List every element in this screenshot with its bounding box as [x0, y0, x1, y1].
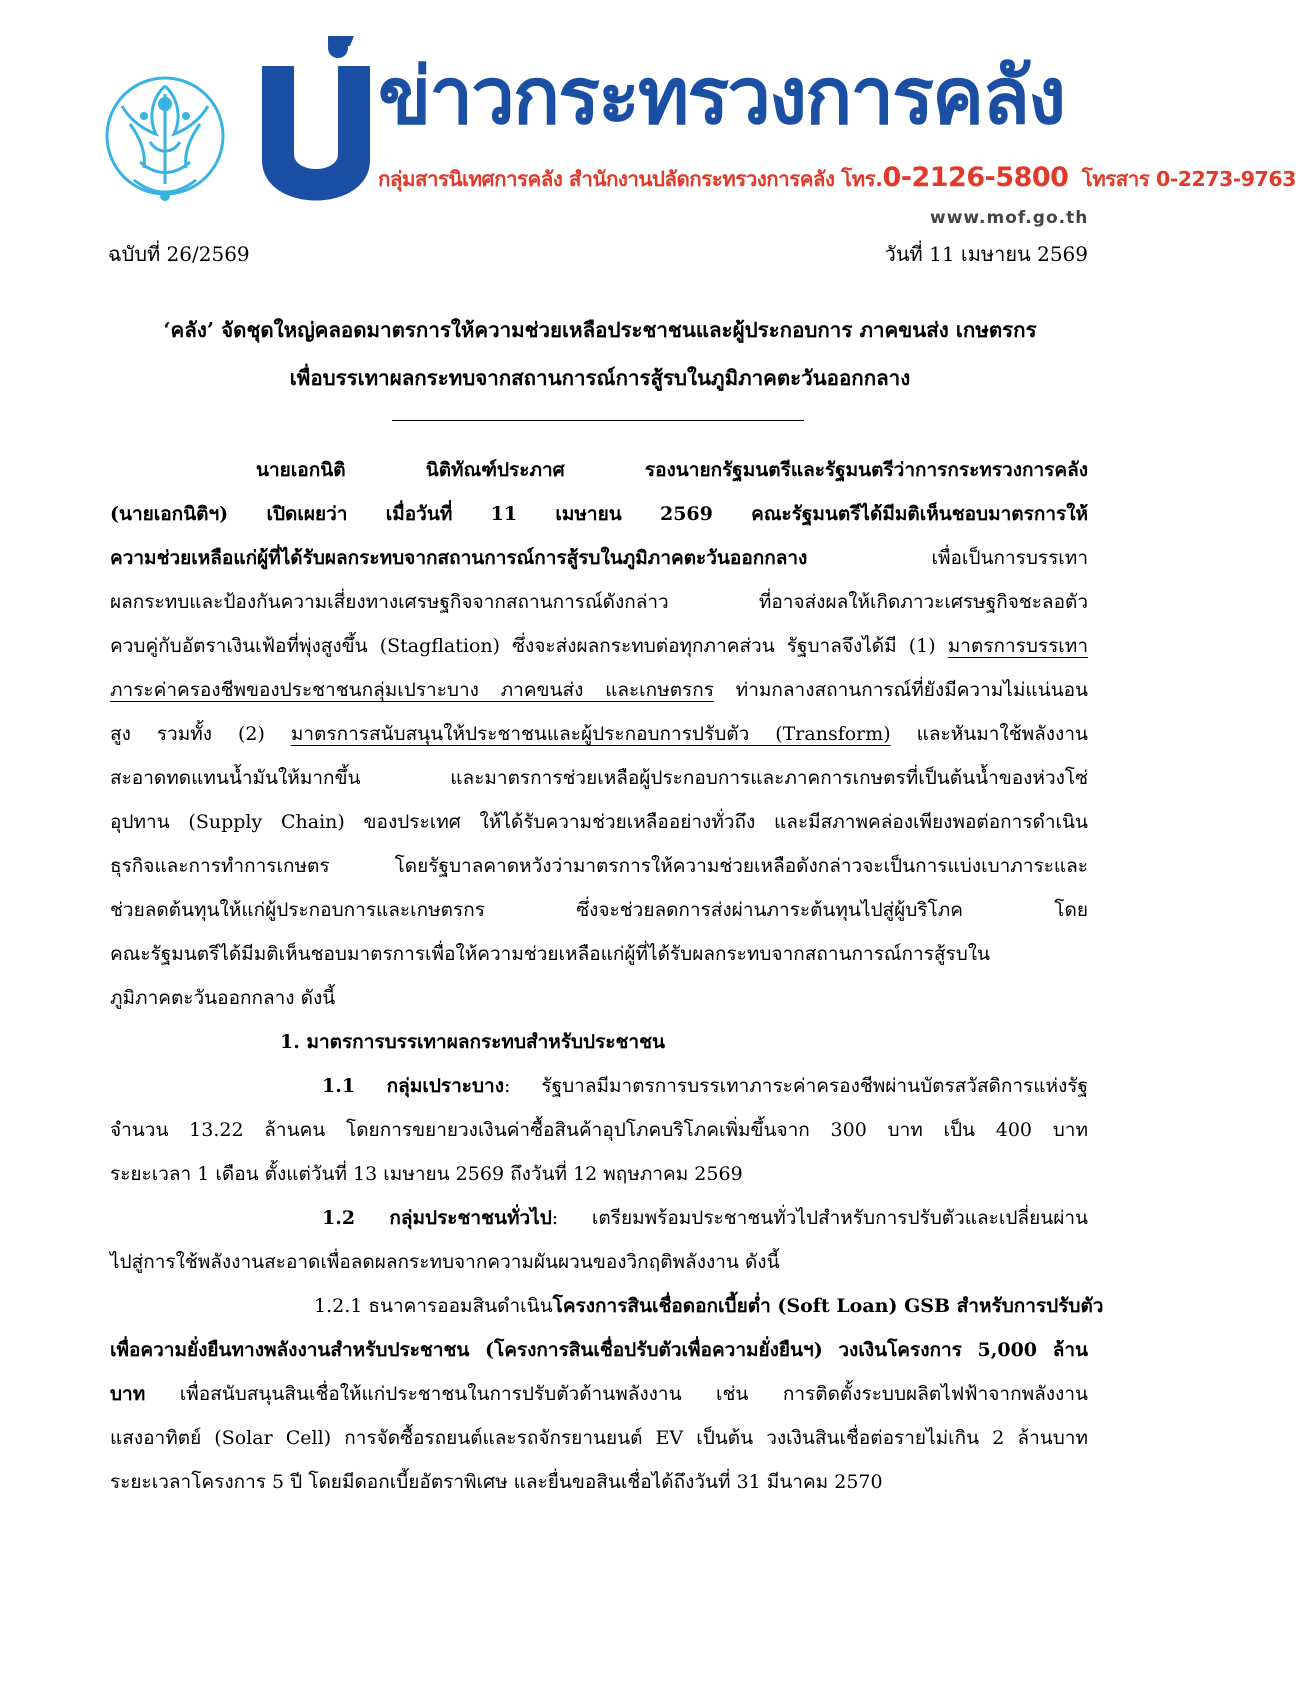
subsection-label: 1.1 กลุ่มเปราะบาง: [322, 1075, 504, 1097]
body-line-underlined: มาตรการสนับสนุนให้ประชาชนและผู้ประกอบการปรับตัว (Transform): [290, 723, 891, 745]
body-line-pre: 1.2.1 ธนาคารออมสินดำเนิน: [314, 1295, 553, 1317]
issue-date: วันที่ 11 เมษายน 2569: [884, 242, 1088, 266]
issue-number: ฉบับที่ 26/2569: [108, 242, 250, 266]
body-line: นายเอกนิติ นิติทัณฑ์ประภาศ รองนายกรัฐมนตรีและรัฐมนตรีว่าการกระทรวงการคลัง: [256, 459, 1088, 481]
subsection-label: 1.2 กลุ่มประชาชนทั่วไป: [322, 1207, 552, 1229]
masthead: [0, 0, 1296, 240]
logo-title: ข่าวกระทรวงการคลัง: [378, 52, 1065, 142]
body-line: [110, 1284, 1104, 1328]
body-line: [110, 1064, 1088, 1108]
body-line-rest: : รัฐบาลมีมาตรการบรรเทาภาระค่าครองชีพผ่านบัตรสวัสดิการแห่งรัฐ: [503, 1075, 1088, 1097]
body-line: ไปสู่การใช้พลังงานสะอาดเพื่อลดผลกระทบจากความผันผวนของวิกฤติพลังงาน ดังนี้: [110, 1251, 780, 1273]
logo-sub-prefix: กลุ่มสารนิเทศการคลัง สำนักงานปลัดกระทรวงการคลัง โทร.: [378, 167, 883, 191]
garuda-emblem-icon: [100, 64, 230, 214]
body-line-underlined: ภาระค่าครองชีพของประชาชนกลุ่มเปราะบาง ภาคขนส่ง และเกษตรกร: [110, 679, 714, 701]
body-line-rest: ท่ามกลางสถานการณ์ที่ยังมีความไม่แน่นอน: [713, 679, 1088, 701]
headline-line-1: ‘คลัง’ จัดชุดใหญ่คลอดมาตรการให้ความช่วยเหลือประชาชนและผู้ประกอบการ ภาคขนส่ง เกษตรกร: [163, 318, 1037, 342]
body-line-rest: : เตรียมพร้อมประชาชนทั่วไปสำหรับการปรับตัวและเปลี่ยนผ่าน: [551, 1207, 1088, 1229]
body-line-pre: ควบคู่กับอัตราเงินเฟ้อที่พุ่งสูงขึ้น (Stagflation) ซึ่งจะส่งผลกระทบต่อทุกภาคส่วน รัฐบาลจึงได้มี (1): [110, 635, 948, 657]
headline: [100, 306, 1100, 402]
body-line: แสงอาทิตย์ (Solar Cell) การจัดซื้อรถยนต์และรถจักรยานยนต์ EV เป็นต้น วงเงินสินเชื่อต่อรายไม่เกิน 2 ล้านบาท: [110, 1427, 1088, 1449]
body-line: จำนวน 13.22 ล้านคน โดยการขยายวงเงินค่าซื้อสินค้าอุปโภคบริโภคเพิ่มขึ้นจาก 300 บาท เป็น 400 บาท: [110, 1119, 1088, 1141]
logo-subtitle: [378, 162, 1296, 196]
body-line: [110, 1196, 1088, 1240]
body-line: ระยะเวลาโครงการ 5 ปี โดยมีดอกเบี้ยอัตราพิเศษ และยื่นขอสินเชื่อได้ถึงวันที่ 31 มีนาคม 2570: [110, 1471, 883, 1493]
body-line: ระยะเวลา 1 เดือน ตั้งแต่วันที่ 13 เมษายน 2569 ถึงวันที่ 12 พฤษภาคม 2569: [110, 1163, 743, 1185]
body-line-bold: บาท: [110, 1383, 146, 1405]
article-body: [110, 448, 1104, 1504]
divider: [392, 420, 804, 421]
body-line: ผลกระทบและป้องกันความเสี่ยงทางเศรษฐกิจจากสถานการณ์ดังกล่าว ที่อาจส่งผลให้เกิดภาวะเศรษฐกิจชะลอตัว: [110, 591, 1088, 613]
body-line: [110, 712, 1088, 756]
body-line-pre: สูง รวมทั้ง (2): [110, 723, 291, 745]
body-line: อุปทาน (Supply Chain) ของประเทศ ให้ได้รับความช่วยเหลืออย่างทั่วถึง และมีสภาพคล่องเพียงพอต่อการดำเนิน: [110, 811, 1088, 833]
body-line: ธุรกิจและการทำการเกษตร โดยรัฐบาลคาดหวังว่ามาตรการให้ความช่วยเหลือดังกล่าวจะเป็นการแบ่งเบาภาระและ: [110, 855, 1088, 877]
logo-glyph: [258, 36, 374, 206]
body-line-rest: เพื่อสนับสนุนสินเชื่อให้แก่ประชาชนในการปรับตัวด้านพลังงาน เช่น การติดตั้งระบบผลิตไฟฟ้าจากพลังงาน: [145, 1383, 1088, 1405]
body-line-underlined: มาตรการบรรเทา: [947, 635, 1088, 657]
logo-phone: 0-2126-5800: [882, 162, 1069, 193]
body-line-rest: เพื่อเป็นการบรรเทา: [807, 547, 1088, 569]
logo-url: www.mof.go.th: [930, 208, 1089, 228]
body-line: [110, 668, 1088, 712]
body-line-bold: ความช่วยเหลือแก่ผู้ที่ได้รับผลกระทบจากสถานการณ์การสู้รบในภูมิภาคตะวันออกกลาง: [110, 547, 808, 569]
body-line-rest: และหันมาใช้พลังงาน: [890, 723, 1088, 745]
logo-fax: โทรสาร 0-2273-9763: [1081, 167, 1296, 191]
headline-line-2: เพื่อบรรเทาผลกระทบจากสถานการณ์การสู้รบในภูมิภาคตะวันออกกลาง: [289, 366, 911, 390]
body-line: ภูมิภาคตะวันออกกลาง ดังนี้: [110, 987, 336, 1009]
body-line: [110, 536, 1088, 580]
body-line: (นายเอกนิติฯ) เปิดเผยว่า เมื่อวันที่ 11 เมษายน 2569 คณะรัฐมนตรีได้มีมติเห็นชอบมาตรการให้: [110, 503, 1088, 525]
body-line: คณะรัฐมนตรีได้มีมติเห็นชอบมาตรการเพื่อให้ความช่วยเหลือแก่ผู้ที่ได้รับผลกระทบจากสถานการณ์การสู้รบใน: [110, 943, 991, 965]
body-line: เพื่อความยั่งยืนทางพลังงานสำหรับประชาชน (โครงการสินเชื่อปรับตัวเพื่อความยั่งยืนฯ) วงเงินโครงการ 5,000 ล้าน: [110, 1339, 1088, 1361]
body-line: [110, 1372, 1088, 1416]
body-line: สะอาดทดแทนน้ำมันให้มากขึ้น และมาตรการช่วยเหลือผู้ประกอบการและภาคการเกษตรที่เป็นต้นน้ำของห่วงโซ่: [110, 767, 1088, 789]
body-line: [110, 624, 1088, 668]
section-heading: 1. มาตรการบรรเทาผลกระทบสำหรับประชาชน: [280, 1031, 665, 1053]
body-line: ช่วยลดต้นทุนให้แก่ผู้ประกอบการและเกษตรกร ซึ่งจะช่วยลดการส่งผ่านภาระต้นทุนไปสู่ผู้บริโภค โดย: [110, 899, 1088, 921]
body-line-bold: โครงการสินเชื่อดอกเบี้ยต่ำ (Soft Loan) GSB สำหรับการปรับตัว: [552, 1295, 1104, 1317]
